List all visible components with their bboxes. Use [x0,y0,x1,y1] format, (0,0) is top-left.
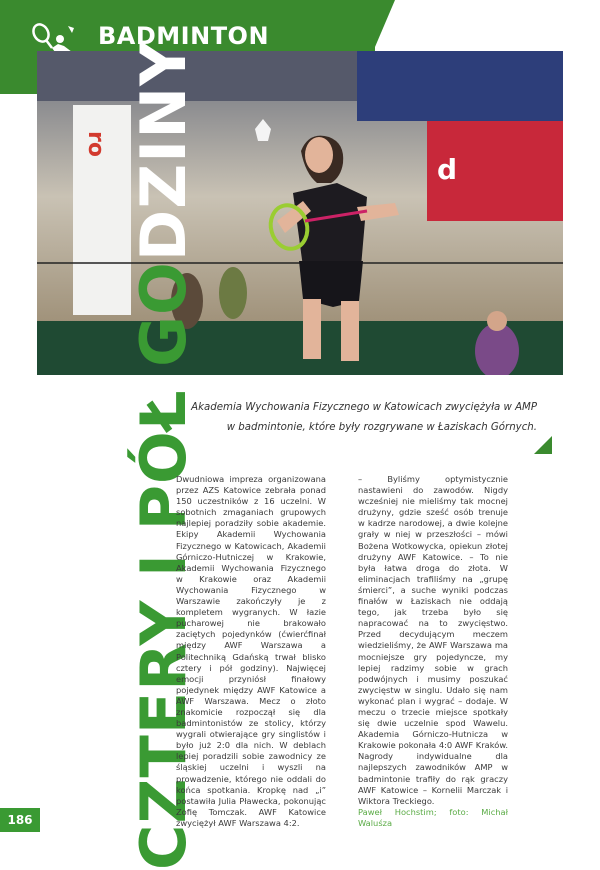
column-2-text: – Byliśmy optymistycznie nastawieni do zawodów. Nigdy wcześniej nie mieliśmy tak mocnej drużyny, gdzie sześć osób trenuje w kadrze narodowej, a dwie kolejne grały w niej w przeszłości – mówi Bożena Wotkowycka, opiekun złotej drużyny AWF Katowice. – To nie była łatwa droga do złota. W eliminacjach trafiliśmy na „grupę śmierci”, a suche wyniki podczas finałów w Łaziskach nie oddają tego, jak trzeba było się napracować na to zwycięstwo. Przed decydującym meczem wiedzieliśmy, że AWF Warszawa ma mocniejsze gry pojedyncze, my lepiej radzimy sobie w grach podwójnych i musimy poszukać zwycięstw w singlu. Udało się nam wykonać plan i wygrać – dodaje. W meczu o trzecie miejsce spotkały się dwie uczelnie spod Wawelu. Akademia Górniczo-Hutnicza w Krakowie pokonała 4:0 AWF Kraków. Nagrody indywidualne dla najlepszych zawodników AMP w badmintonie trafiły do rąk graczy AWF Katowice – Kornelii Marczak i Wiktora Treckiego. [358,474,508,806]
headline-part1: CZTERY I PÓŁ GO [127,261,200,870]
lead-line-1: Akademia Wychowania Fizycznego w Katowicach zwyciężyła w AMP [191,402,537,413]
column-1-text: Dwudniowa impreza organizowana przez AZS Katowice zebrała ponad 150 uczestników z 16 uczelni. W sobotnich zmaganiach grupowych najlepiej poradziły sobie akademie. Ekipy Akademii Wychowania Fizycznego w Katowicach, Akademii Górniczo-Hutniczej w Krakowie, Akademii Wychowania Fizycznego w Krakowie oraz Akademii Wychowania Fizycznego w Warszawie zakończyły je z kompletem wygranych. W łazie pucharowej nie brakowało zaciętych pojedynków (ćwierćfinał między AWF Warszawa a Politechniką Gdańską trwał blisko cztery i pół godziny). Najwięcej emocji przyniósł finałowy pojedynek między AWF Katowice a AWF Warszawa. Mecz o złoto znakomicie rozpoczął się dla badmintonistów ze stolicy, którzy wygrali otwierające gry singlistów i było już 2:0 dla nich. W deblach lepiej poradzili sobie zawodnicy ze śląskiej uczelni i wyszli na prowadzenie, którego nie oddali do końca spotkania. Kropkę nad „i” postawiła Julia Pławecka, pokonując Zofię Tomczak. AWF Katowice zwyciężył AWF Warszawa 4:2. [176,474,326,828]
lead-line-2: w badmintonie, które były rozgrywane w Łaziskach Górnych. [226,422,537,433]
badminton-photo [37,51,563,375]
page-number: 186 [0,808,40,832]
article-column-2 [358,474,508,829]
photo-credit: Paweł Hochstim; foto: Michał Waluśza [358,806,508,828]
corner-triangle [534,436,552,454]
lead-paragraph [182,398,537,438]
sport-title: BADMINTON [98,22,270,50]
banner-text: d [437,153,458,186]
article-column-1 [176,474,326,829]
headline-part2: DZINY [127,39,200,262]
svg-text:ro: ro [83,131,108,157]
